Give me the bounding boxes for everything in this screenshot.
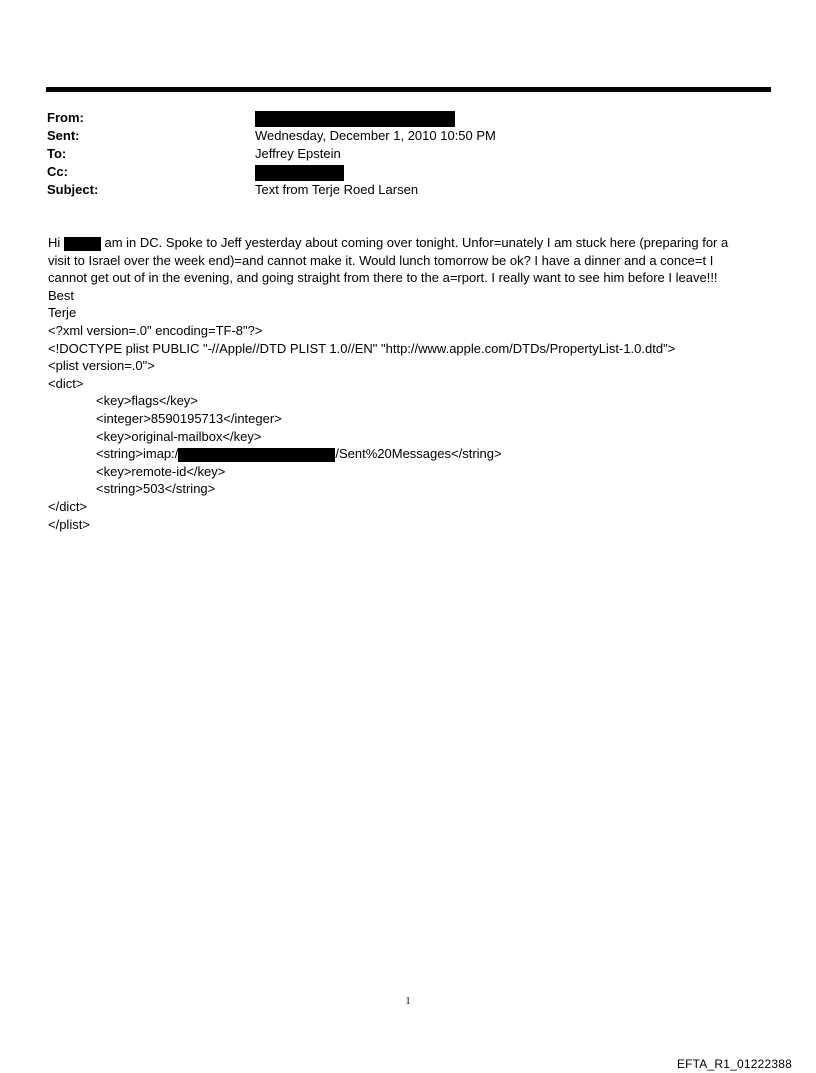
xml-line: <plist version=.0"> (48, 358, 155, 374)
page-number: 1 (405, 996, 411, 1007)
body-line: cannot get out of in the evening, and going straight from there to the a=rport. I really want to see him before I leave!!! (48, 270, 718, 286)
xml-line: <?xml version=.0" encoding=TF-8"?> (48, 322, 263, 338)
sent-value: Wednesday, December 1, 2010 10:50 PM (255, 128, 496, 143)
from-label: From: (47, 110, 84, 125)
xml-line: <key>flags</key> (96, 393, 198, 409)
body-line: visit to Israel over the week end)=and cannot make it. Would lunch tomorrow be ok? I have a dinner and a conce=t I (48, 252, 714, 268)
signature: Terje (48, 305, 77, 321)
greeting: Hi (48, 235, 64, 250)
to-row (47, 145, 767, 163)
xml-line: </dict> (48, 498, 88, 514)
email-header (47, 109, 767, 199)
email-body (48, 234, 768, 533)
xml-line: <dict> (48, 375, 84, 391)
cc-value (255, 163, 344, 181)
xml-text: /Sent%20Messages</string> (335, 446, 502, 462)
from-row (47, 109, 767, 127)
cc-row (47, 163, 767, 181)
xml-line: <key>remote-id</key> (96, 463, 226, 479)
redaction-box (178, 448, 335, 462)
top-rule (46, 87, 771, 92)
xml-text: <string>imap:/ (96, 446, 179, 462)
sent-row (47, 127, 767, 145)
xml-line: <integer>8590195713</integer> (96, 410, 282, 426)
redaction-box (255, 111, 455, 127)
xml-line: <!DOCTYPE plist PUBLIC "-//Apple//DTD PLIST 1.0//EN" "http://www.apple.com/DTDs/PropertyList-1.0.dtd"> (48, 340, 676, 356)
body-text: am in DC. Spoke to Jeff yesterday about coming over tonight. Unfor=unately I am stuck here (preparing for a (100, 235, 729, 250)
xml-line: <string>503</string> (96, 481, 216, 497)
to-value: Jeffrey Epstein (255, 146, 341, 161)
from-value (255, 109, 455, 127)
subject-row (47, 181, 767, 199)
redaction-box (64, 237, 101, 251)
subject-label: Subject: (47, 182, 99, 197)
xml-line: <key>original-mailbox</key> (96, 428, 262, 444)
sign-off: Best (48, 287, 75, 303)
body-line (48, 234, 768, 252)
to-label: To: (47, 146, 67, 161)
xml-line: </plist> (48, 516, 90, 532)
sent-label: Sent: (47, 128, 80, 143)
redaction-box (255, 165, 344, 181)
subject-value: Text from Terje Roed Larsen (255, 182, 419, 197)
xml-line (48, 445, 768, 463)
document-id: EFTA_R1_01222388 (676, 1057, 792, 1071)
cc-label: Cc: (47, 164, 68, 179)
